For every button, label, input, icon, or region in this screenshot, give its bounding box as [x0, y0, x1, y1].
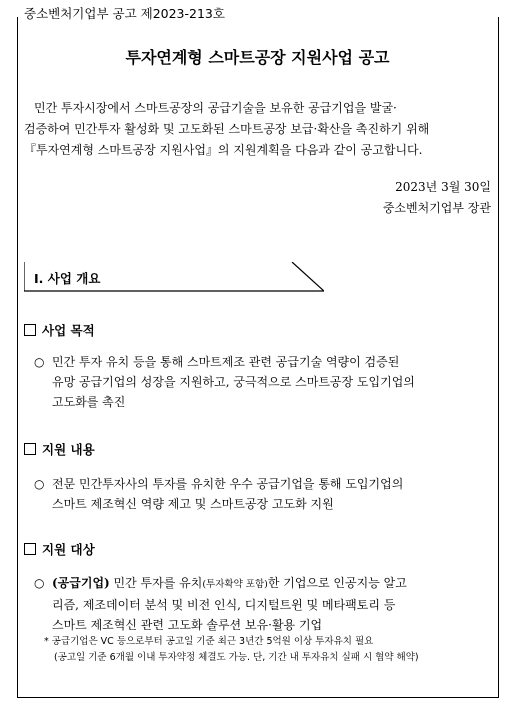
- intro-line: 검증하여 민간투자 활성화 및 고도화된 스마트공장 보급·확산을 촉진하기 위해: [24, 122, 430, 136]
- bullet-line: 스마트 제조혁신 관련 고도화 솔루션 보유·활용 기업: [52, 618, 323, 632]
- intro-line: 민간 투자시장에서 스마트공장의 공급기술을 보유한 공급기업을 발굴·: [34, 101, 397, 115]
- bullet-line: [34, 573, 492, 595]
- content-heading: [24, 440, 95, 458]
- section-header: [24, 262, 324, 292]
- investment-note-inline: (투자확약 포함): [202, 579, 268, 590]
- document-title: 투자연계형 스마트공장 지원사업 공고: [125, 48, 390, 67]
- intro-paragraph: [24, 98, 491, 161]
- supplier-label: (공급기업): [52, 576, 110, 590]
- note-line: (공고일 기준 6개월 이내 투자약정 체결도 가능. 단, 기간 내 투자유치 실패 시 협약 해약): [54, 652, 419, 663]
- target-notes: [44, 634, 494, 666]
- bullet-line: [34, 352, 492, 372]
- target-bullet: [34, 573, 492, 635]
- bullet-text: 민간 투자 유치 등을 통해 스마트제조 관련 공급기술 역량이 검증된: [52, 355, 400, 369]
- announcement-date: 2023년 3월 30일: [395, 180, 491, 194]
- checkbox-square-icon: [24, 324, 36, 336]
- target-heading-text: 지원 대상: [42, 542, 95, 557]
- content-bullet: [34, 474, 492, 514]
- checkbox-square-icon: [24, 443, 36, 455]
- purpose-bullet: [34, 352, 492, 412]
- bullet-line: 유망 공급기업의 성장을 지원하고, 궁극적으로 스마트공장 도입기업의: [52, 375, 415, 389]
- document-number: 중소벤처기업부 공고 제2023-213호: [24, 6, 225, 21]
- bullet-line: 고도화를 촉진: [52, 395, 126, 409]
- issuer: 중소벤처기업부 장관: [382, 201, 491, 215]
- bullet-line: [34, 474, 492, 494]
- circle-bullet-icon: ○: [34, 355, 45, 369]
- intro-line: 『투자연계형 스마트공장 지원사업』의 지원계획을 다음과 같이 공고합니다.: [24, 143, 423, 157]
- purpose-heading-text: 사업 목적: [42, 323, 95, 338]
- bullet-line: 리즘, 제조데이터 분석 및 비전 인식, 디지털트윈 및 메타팩토리 등: [52, 598, 396, 612]
- content-heading-text: 지원 내용: [42, 442, 95, 457]
- bullet-text: 민간 투자를 유치: [109, 576, 203, 590]
- target-heading: [24, 540, 95, 558]
- bullet-line: 스마트 제조혁신 역량 제고 및 스마트공장 고도화 지원: [52, 497, 334, 511]
- purpose-heading: [24, 321, 95, 339]
- note-line: * 공급기업은 VC 등으로부터 공고일 기준 최근 3년간 5억원 이상 투자유치 필요: [44, 636, 374, 647]
- circle-bullet-icon: ○: [34, 477, 45, 491]
- circle-bullet-icon: ○: [34, 576, 45, 590]
- bullet-text: 한 기업으로 인공지능 알고: [267, 576, 407, 590]
- section-title: Ⅰ. 사업 개요: [34, 271, 101, 286]
- checkbox-square-icon: [24, 543, 36, 555]
- bullet-text: 전문 민간투자사의 투자를 유치한 우수 공급기업을 통해 도입기업의: [52, 477, 404, 491]
